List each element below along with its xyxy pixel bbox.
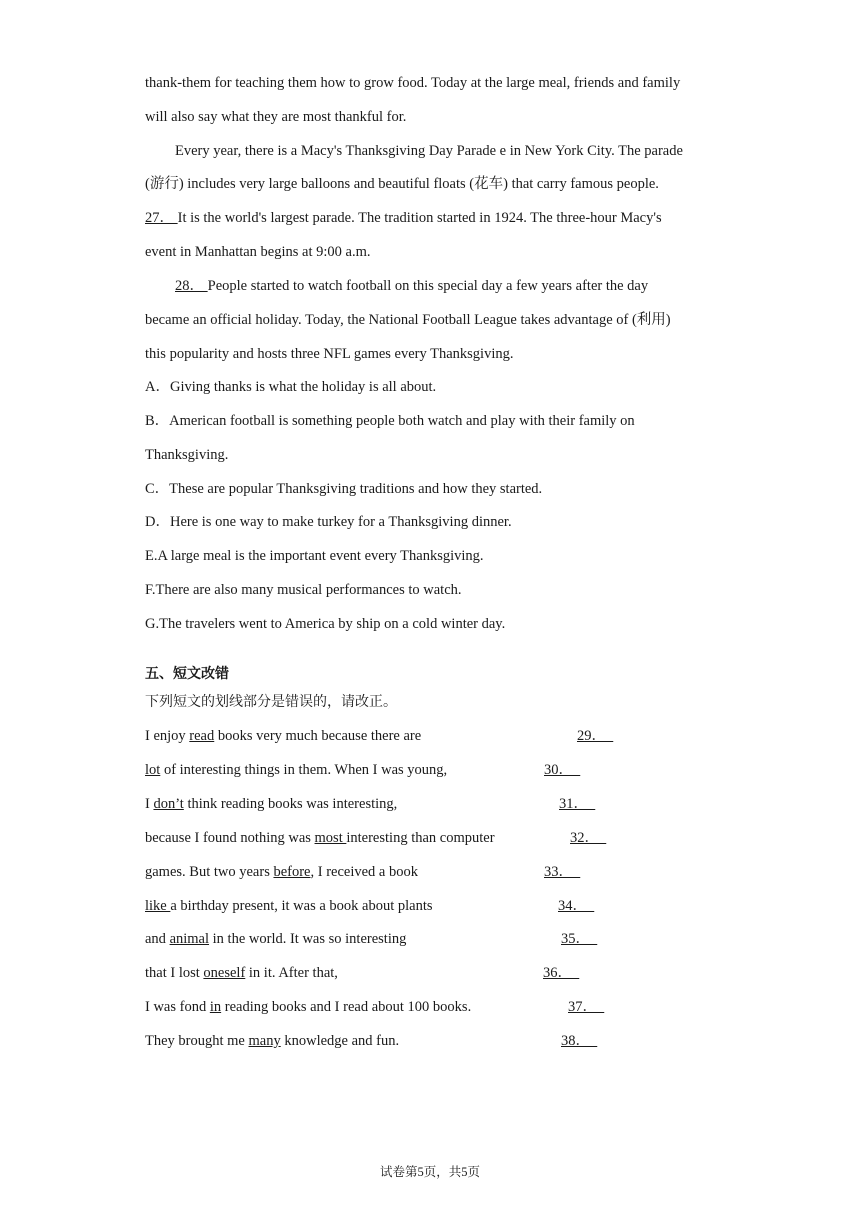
blank-pad <box>599 830 606 846</box>
row-text: I <box>145 796 154 812</box>
passage-line <box>175 276 648 296</box>
correction-row <box>145 794 397 814</box>
answer-number: 34． <box>558 898 587 914</box>
row-text: a birthday present, it was a book about plants <box>170 898 433 914</box>
answer-number: 38． <box>561 1033 590 1049</box>
row-text: books very much because there are <box>214 728 422 744</box>
answer-number: 36． <box>543 965 572 981</box>
correction-row <box>145 896 433 916</box>
answer-number: 31． <box>559 796 588 812</box>
row-text: I enjoy <box>145 728 190 744</box>
correction-row <box>145 726 421 746</box>
answer-blank[interactable] <box>577 726 613 746</box>
page-footer: 试卷第5页，共5页 <box>379 1165 480 1179</box>
answer-blank[interactable] <box>558 896 594 916</box>
passage-line: will also say what they are most thankful for. <box>145 109 407 125</box>
option-g: G.The travelers went to America by ship on a cold winter day. <box>145 616 506 632</box>
blank-pad <box>587 898 594 914</box>
blank-pad <box>606 728 613 744</box>
correction-row <box>145 828 495 848</box>
blank-pad <box>573 762 580 778</box>
underlined-error: most <box>314 830 347 846</box>
answer-blank[interactable] <box>544 862 580 882</box>
answer-number: 37． <box>568 999 597 1015</box>
section-heading: 五、短文改错 <box>145 666 229 682</box>
underlined-error: before <box>273 864 311 880</box>
row-text: games. But two years <box>145 864 274 880</box>
underlined-error: don’t <box>153 796 184 812</box>
passage-line: this popularity and hosts three NFL games every Thanksgiving. <box>145 346 514 362</box>
answer-blank[interactable] <box>543 963 579 983</box>
blank-pad <box>590 931 597 947</box>
row-text: in it. After that, <box>245 965 338 981</box>
row-text: because I found nothing was <box>145 830 315 846</box>
option-c: C．These are popular Thanksgiving traditions and how they started. <box>145 481 543 497</box>
blank-pad <box>573 864 580 880</box>
correction-row <box>145 760 447 780</box>
underlined-error: lot <box>145 762 161 778</box>
correction-row <box>145 1031 399 1051</box>
answer-number: 35． <box>561 931 590 947</box>
passage-line <box>145 208 662 228</box>
option-d: D．Here is one way to make turkey for a Thanksgiving dinner. <box>145 514 512 530</box>
row-text: They brought me <box>145 1033 249 1049</box>
blank-pad <box>590 1033 597 1049</box>
passage-line: thank-them for teaching them how to grow food. Today at the large meal, friends and family <box>145 75 681 91</box>
answer-blank[interactable] <box>561 1031 597 1051</box>
row-text: think reading books was interesting, <box>183 796 398 812</box>
blank-pad <box>588 796 595 812</box>
underlined-error: animal <box>169 931 210 947</box>
passage-text: It is the world's largest parade. The tradition started in 1924. The three-hour Macy's <box>177 210 662 226</box>
correction-row <box>145 929 406 949</box>
row-text: I was fond <box>145 999 210 1015</box>
row-text: that I lost <box>145 965 204 981</box>
answer-blank-27[interactable]: 27． <box>145 210 174 226</box>
answer-blank[interactable] <box>568 997 604 1017</box>
passage-line: Every year, there is a Macy's Thanksgiving Day Parade e in New York City. The parade <box>175 143 683 159</box>
row-text: of interesting things in them. When I was young, <box>160 762 448 778</box>
passage-text: People started to watch football on this special day a few years after the day <box>207 278 649 294</box>
row-text: in the world. It was so interesting <box>209 931 407 947</box>
blank-pad <box>572 965 579 981</box>
answer-number: 33． <box>544 864 573 880</box>
answer-blank-28[interactable]: 28． <box>175 278 204 294</box>
row-text: and <box>145 931 170 947</box>
answer-blank[interactable] <box>559 794 595 814</box>
row-text: , I received a book <box>310 864 418 880</box>
passage-line: (游行) includes very large balloons and beautiful floats (花车) that carry famous people. <box>145 176 659 192</box>
correction-row <box>145 997 471 1017</box>
row-text: reading books and I read about 100 books. <box>221 999 472 1015</box>
answer-number: 29． <box>577 728 606 744</box>
option-a: A．Giving thanks is what the holiday is all about. <box>145 379 437 395</box>
section-instruction: 下列短文的划线部分是错误的，请改正。 <box>145 694 397 710</box>
option-b: B．American football is something people both watch and play with their family on <box>145 413 635 429</box>
passage-line: became an official holiday. Today, the National Football League takes advantage of (利用) <box>145 312 671 328</box>
underlined-error: oneself <box>203 965 246 981</box>
underlined-error: in <box>209 999 222 1015</box>
underlined-error: like <box>145 898 171 914</box>
option-b-cont: Thanksgiving. <box>145 447 229 463</box>
answer-blank[interactable] <box>570 828 606 848</box>
row-text: interesting than computer <box>346 830 495 846</box>
answer-blank[interactable] <box>561 929 597 949</box>
passage-line: event in Manhattan begins at 9:00 a.m. <box>145 244 371 260</box>
underlined-error: read <box>189 728 215 744</box>
blank-pad <box>597 999 604 1015</box>
answer-number: 32． <box>570 830 599 846</box>
underlined-error: many <box>248 1033 281 1049</box>
option-f: F.There are also many musical performances to watch. <box>145 582 462 598</box>
option-e: E.A large meal is the important event every Thanksgiving. <box>145 548 484 564</box>
correction-row <box>145 963 338 983</box>
correction-row <box>145 862 418 882</box>
answer-blank[interactable] <box>544 760 580 780</box>
row-text: knowledge and fun. <box>280 1033 400 1049</box>
answer-number: 30． <box>544 762 573 778</box>
